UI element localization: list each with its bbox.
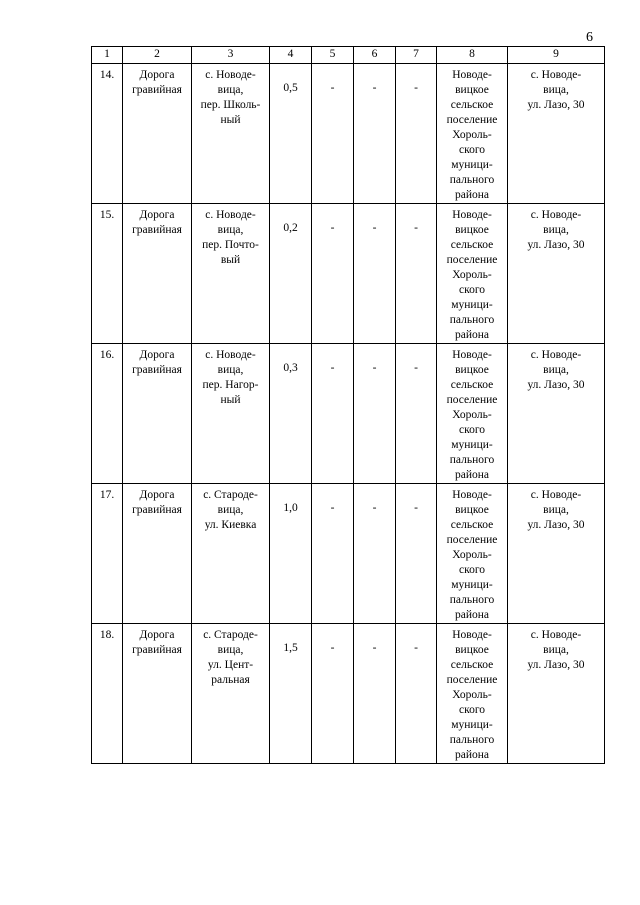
cell-line: пер. Школь- xyxy=(200,99,261,111)
cell-line: муници- xyxy=(451,439,493,451)
cell-line: ул. Цент- xyxy=(207,659,254,671)
cell-line: Новоде- xyxy=(452,629,492,641)
cell-text: 0,2 xyxy=(283,222,298,234)
owner-cell xyxy=(437,64,508,204)
cell-text: - xyxy=(330,82,335,94)
cell-line: сельское xyxy=(450,659,494,671)
cell-line: ул. Лазо, 30 xyxy=(527,99,585,111)
cell-text: - xyxy=(372,82,377,94)
address-cell xyxy=(508,484,605,624)
cell-line: вицкое xyxy=(455,224,489,236)
cell-line: вицкое xyxy=(455,504,489,516)
header-cell: 6 xyxy=(354,47,396,64)
cell-line: сельское xyxy=(450,239,494,251)
cell-line: с. Новоде- xyxy=(530,489,582,501)
cell-line: ского xyxy=(458,284,486,296)
row-number-cell xyxy=(92,484,123,624)
roads-table xyxy=(91,46,605,764)
column-6-cell xyxy=(354,624,396,764)
cell-line: ул. Киевка xyxy=(204,519,257,531)
cell-line: муници- xyxy=(451,719,493,731)
cell-line: вицкое xyxy=(455,364,489,376)
cell-text: 17. xyxy=(99,489,115,501)
cell-line: пального xyxy=(449,454,495,466)
cell-line: с. Новоде- xyxy=(205,349,256,361)
cell-line: гравийная xyxy=(132,364,182,376)
cell-line: вица, xyxy=(217,84,244,96)
cell-line: с. Новоде- xyxy=(530,349,582,361)
cell-line: вица, xyxy=(217,504,244,516)
cell-line: вый xyxy=(220,254,241,266)
cell-line: Хороль- xyxy=(452,689,492,701)
column-5-cell xyxy=(312,204,354,344)
cell-text: 1,5 xyxy=(283,642,298,654)
cell-line: ул. Лазо, 30 xyxy=(527,659,585,671)
table-row xyxy=(92,484,605,624)
cell-line: Хороль- xyxy=(452,269,492,281)
column-7-cell xyxy=(396,204,437,344)
table-row xyxy=(92,204,605,344)
cell-line: района xyxy=(454,189,490,201)
column-5-cell xyxy=(312,624,354,764)
cell-line: ского xyxy=(458,564,486,576)
road-type-cell xyxy=(123,204,192,344)
cell-text: 18. xyxy=(99,629,115,641)
cell-line: Новоде- xyxy=(452,489,492,501)
cell-line: с. Новоде- xyxy=(205,69,256,81)
cell-line: поселение xyxy=(446,394,498,406)
cell-line: пер. Нагор- xyxy=(202,379,259,391)
table-header xyxy=(92,47,605,64)
cell-text: - xyxy=(330,502,335,514)
row-number-cell xyxy=(92,204,123,344)
table-row xyxy=(92,64,605,204)
table-row xyxy=(92,344,605,484)
header-cell: 2 xyxy=(123,47,192,64)
cell-line: ул. Лазо, 30 xyxy=(527,519,585,531)
header-cell: 8 xyxy=(437,47,508,64)
cell-line: вица, xyxy=(217,644,244,656)
cell-line: Хороль- xyxy=(452,129,492,141)
column-5-cell xyxy=(312,64,354,204)
length-cell xyxy=(270,64,312,204)
table-row xyxy=(92,624,605,764)
cell-line: Дорога xyxy=(139,69,175,81)
cell-line: поселение xyxy=(446,674,498,686)
cell-line: муници- xyxy=(451,579,493,591)
cell-line: Новоде- xyxy=(452,349,492,361)
cell-line: Новоде- xyxy=(452,209,492,221)
cell-line: сельское xyxy=(450,99,494,111)
cell-line: района xyxy=(454,749,490,761)
cell-line: пального xyxy=(449,594,495,606)
header-cell: 7 xyxy=(396,47,437,64)
address-cell xyxy=(508,204,605,344)
cell-line: вица, xyxy=(543,84,569,96)
address-cell xyxy=(508,624,605,764)
cell-line: вица, xyxy=(543,504,569,516)
cell-text: 0,3 xyxy=(283,362,298,374)
cell-line: района xyxy=(454,329,490,341)
cell-text: 16. xyxy=(99,349,115,361)
length-cell xyxy=(270,624,312,764)
owner-cell xyxy=(437,204,508,344)
cell-line: сельское xyxy=(450,519,494,531)
cell-line: вица, xyxy=(543,644,569,656)
cell-text: - xyxy=(372,642,377,654)
column-6-cell xyxy=(354,64,396,204)
cell-line: Дорога xyxy=(139,629,175,641)
cell-line: муници- xyxy=(451,299,493,311)
cell-text: - xyxy=(414,362,418,374)
cell-line: Хороль- xyxy=(452,549,492,561)
cell-line: вицкое xyxy=(455,644,489,656)
cell-line: с. Староде- xyxy=(203,629,258,641)
road-type-cell xyxy=(123,64,192,204)
cell-line: с. Новоде- xyxy=(530,209,582,221)
cell-line: пального xyxy=(449,314,495,326)
cell-line: ского xyxy=(458,144,486,156)
cell-line: ул. Лазо, 30 xyxy=(527,379,585,391)
cell-text: 14. xyxy=(99,69,115,81)
row-number-cell xyxy=(92,624,123,764)
location-cell xyxy=(192,484,270,624)
column-7-cell xyxy=(396,64,437,204)
column-5-cell xyxy=(312,484,354,624)
cell-line: поселение xyxy=(446,254,498,266)
owner-cell xyxy=(437,484,508,624)
cell-text: - xyxy=(414,222,418,234)
cell-text: - xyxy=(372,222,377,234)
header-cell: 5 xyxy=(312,47,354,64)
cell-line: Хороль- xyxy=(452,409,492,421)
cell-text: - xyxy=(414,82,418,94)
cell-text: 1,0 xyxy=(283,502,298,514)
location-cell xyxy=(192,204,270,344)
cell-text: 15. xyxy=(99,209,115,221)
row-number-cell xyxy=(92,64,123,204)
road-type-cell xyxy=(123,624,192,764)
address-cell xyxy=(508,344,605,484)
owner-cell xyxy=(437,344,508,484)
header-cell: 9 xyxy=(508,47,605,64)
row-number-cell xyxy=(92,344,123,484)
header-row xyxy=(92,47,605,64)
cell-line: ского xyxy=(458,424,486,436)
cell-line: Дорога xyxy=(139,489,175,501)
cell-text: - xyxy=(372,362,377,374)
cell-text: - xyxy=(330,222,335,234)
column-6-cell xyxy=(354,204,396,344)
cell-text: - xyxy=(414,502,418,514)
cell-line: поселение xyxy=(446,534,498,546)
cell-line: вица, xyxy=(217,224,244,236)
column-6-cell xyxy=(354,344,396,484)
road-type-cell xyxy=(123,484,192,624)
cell-line: вица, xyxy=(217,364,244,376)
cell-line: пального xyxy=(449,174,495,186)
page-number: 6 xyxy=(586,30,593,45)
cell-line: вицкое xyxy=(455,84,489,96)
cell-line: гравийная xyxy=(132,644,182,656)
cell-line: гравийная xyxy=(132,504,182,516)
cell-line: вица, xyxy=(543,224,569,236)
cell-line: с. Староде- xyxy=(203,489,258,501)
column-7-cell xyxy=(396,484,437,624)
cell-text: 0,5 xyxy=(283,82,298,94)
cell-line: ный xyxy=(220,114,241,126)
cell-text: - xyxy=(330,642,335,654)
cell-line: с. Новоде- xyxy=(530,69,582,81)
cell-line: пального xyxy=(449,734,495,746)
header-cell: 3 xyxy=(192,47,270,64)
location-cell xyxy=(192,624,270,764)
cell-text: - xyxy=(372,502,377,514)
cell-line: поселение xyxy=(446,114,498,126)
cell-line: пер. Почто- xyxy=(202,239,259,251)
cell-line: с. Новоде- xyxy=(205,209,256,221)
location-cell xyxy=(192,344,270,484)
header-cell: 4 xyxy=(270,47,312,64)
cell-line: района xyxy=(454,469,490,481)
cell-line: ского xyxy=(458,704,486,716)
length-cell xyxy=(270,484,312,624)
length-cell xyxy=(270,344,312,484)
length-cell xyxy=(270,204,312,344)
column-7-cell xyxy=(396,624,437,764)
header-cell: 1 xyxy=(92,47,123,64)
cell-text: - xyxy=(414,642,418,654)
column-7-cell xyxy=(396,344,437,484)
cell-line: ный xyxy=(220,394,241,406)
owner-cell xyxy=(437,624,508,764)
column-5-cell xyxy=(312,344,354,484)
cell-line: гравийная xyxy=(132,224,182,236)
address-cell xyxy=(508,64,605,204)
cell-line: ральная xyxy=(211,674,250,686)
road-type-cell xyxy=(123,344,192,484)
table-body xyxy=(92,64,605,764)
cell-text: - xyxy=(330,362,335,374)
cell-line: ул. Лазо, 30 xyxy=(527,239,585,251)
cell-line: Дорога xyxy=(139,349,175,361)
cell-line: муници- xyxy=(451,159,493,171)
location-cell xyxy=(192,64,270,204)
cell-line: Новоде- xyxy=(452,69,492,81)
column-6-cell xyxy=(354,484,396,624)
cell-line: вица, xyxy=(543,364,569,376)
cell-line: с. Новоде- xyxy=(530,629,582,641)
cell-line: района xyxy=(454,609,490,621)
cell-line: Дорога xyxy=(139,209,175,221)
cell-line: сельское xyxy=(450,379,494,391)
cell-line: гравийная xyxy=(132,84,182,96)
